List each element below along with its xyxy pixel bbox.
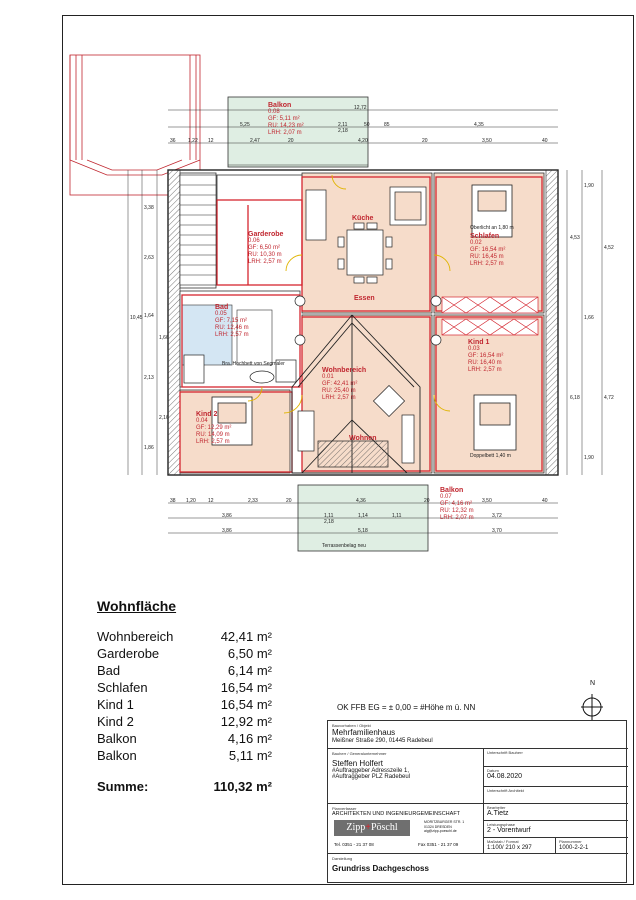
dim-label: 12,72 xyxy=(354,105,367,111)
room-label-kind1 xyxy=(468,339,503,374)
room-label-schlafen xyxy=(470,233,505,268)
tb-label: Bearbeiter xyxy=(487,805,506,810)
area-value: 4,16 m² xyxy=(227,731,272,746)
area-value: 5,11 m² xyxy=(228,748,272,763)
room-ru: RU: 16,45 m xyxy=(470,254,504,260)
area-row xyxy=(97,662,272,679)
tb-planner xyxy=(328,804,484,854)
area-value: 6,14 m² xyxy=(227,663,272,678)
dim-label: 38 xyxy=(170,498,176,504)
dim-label: 3,50 xyxy=(482,498,492,504)
area-table-title: Wohnfläche xyxy=(97,598,177,614)
dim-note: Terrassenbelag neu xyxy=(322,543,366,549)
room-number: 0.07 xyxy=(440,494,452,500)
area-sum-value: 110,32 m² xyxy=(213,779,272,794)
logo-text: Pöschl xyxy=(370,822,398,833)
room-lrh: LRH: 2,07 m xyxy=(440,515,474,521)
room-label-balkon-bottom xyxy=(440,487,474,522)
tb-value: Grundriss Dachgeschoss xyxy=(332,864,429,873)
tb-value: 2 - Vorentwurf xyxy=(487,827,531,834)
dim-label: 2,11 xyxy=(338,122,348,128)
stair xyxy=(180,175,216,285)
dim-label: 1,20 xyxy=(186,498,196,504)
tb-value: A.Tietz xyxy=(487,810,509,817)
dim-label: 4,53 xyxy=(570,235,580,241)
dim-label: 1,90 xyxy=(584,455,594,461)
room-label-kind2 xyxy=(196,411,231,446)
area-value: 16,54 m² xyxy=(220,680,272,695)
room-gf: GF: 16,54 m² xyxy=(468,353,504,359)
area-label: Schlafen xyxy=(97,680,148,695)
tb-value: 04.08.2020 xyxy=(487,773,523,780)
room-name: Schlafen xyxy=(470,233,500,240)
dim-label: 1,11 xyxy=(324,513,334,519)
tb-label: Unterschrift Architekt xyxy=(487,788,524,793)
room-ru: RU: 14,09 m xyxy=(196,432,230,438)
room-ru: RU: 25,40 m xyxy=(322,388,356,394)
tb-value: #Auftraggeber PLZ Radebeul xyxy=(332,774,411,780)
dim-label: 20 xyxy=(288,138,294,144)
tb-fax: Fax 0351 - 21 37 09 xyxy=(418,842,459,847)
dim-label: 2,18 xyxy=(324,519,334,525)
room-ru: RU: 10,30 m xyxy=(248,252,282,258)
dim-label: 20 xyxy=(286,498,292,504)
tb-sign-architect xyxy=(484,787,628,804)
area-row xyxy=(97,628,272,645)
area-row xyxy=(97,645,272,662)
company-logo: Zipp+Pöschl xyxy=(334,820,410,836)
dim-label: 10,45 xyxy=(130,315,143,321)
dim-label: 12 xyxy=(208,138,214,144)
dim-label: 12 xyxy=(208,498,214,504)
floor-plan xyxy=(62,15,634,560)
tb-value: MORITZBURGER STR. 1 xyxy=(424,820,465,824)
room-label-bad xyxy=(215,304,249,339)
dim-label: 4,20 xyxy=(358,138,368,144)
tb-phase xyxy=(484,821,628,838)
dim-label: 40 xyxy=(542,138,548,144)
tb-label: Planverfasser xyxy=(332,806,357,811)
room-name: Wohnbereich xyxy=(322,367,367,374)
dim-note: Doppelbett 1,40 m xyxy=(470,453,511,459)
room-ru: RU: 16,40 m xyxy=(468,360,502,366)
tb-phone: Tel. 0351 - 21 37 08 xyxy=(334,842,374,847)
room-label-essen xyxy=(354,295,375,302)
dim-label: 1,66 xyxy=(159,335,169,341)
tb-value: Steffen Holfert xyxy=(332,759,383,768)
tb-project xyxy=(328,721,628,749)
floor-level-note: OK FFB EG = ± 0,00 = #Höhe m ü. NN xyxy=(337,703,476,712)
tb-value: Mehrfamilienhaus xyxy=(332,728,396,737)
tb-value: 1:100/ 210 x 297 xyxy=(487,845,532,851)
dim-note: Bra. Hochbett von Segmaler xyxy=(222,361,285,367)
area-row xyxy=(97,730,272,747)
room-name: Kind 1 xyxy=(468,339,490,346)
tb-label: Bauherr / Generalunternehmer xyxy=(332,751,387,756)
room-ru: RU: 14,23 m² xyxy=(268,123,304,129)
room-lrh: LRH: 2,57 m xyxy=(468,367,502,373)
room-gf: GF: 4,16 m² xyxy=(440,501,473,507)
area-row xyxy=(97,679,272,696)
tb-label: Bauvorhaben / Objekt xyxy=(332,723,371,728)
floor-plan-graphic xyxy=(62,15,634,560)
dim-label: 3,50 xyxy=(482,138,492,144)
room-number: 0.05 xyxy=(215,311,227,317)
tb-date xyxy=(484,767,628,787)
area-value: 6,50 m² xyxy=(227,646,272,661)
room-name: Balkon xyxy=(440,487,464,494)
room-number: 0.03 xyxy=(468,346,480,352)
area-label: Balkon xyxy=(97,748,137,763)
room-label-kueche xyxy=(352,215,373,222)
dim-label: 20 xyxy=(424,498,430,504)
room-label-wohnbereich xyxy=(322,367,366,402)
area-label: Kind 2 xyxy=(97,714,134,729)
tb-value: ARCHITEKTEN UND INGENIEURGEMEINSCHAFT xyxy=(332,811,461,817)
room-label-garderobe xyxy=(248,231,283,266)
tb-scale xyxy=(484,838,556,854)
dim-note: Oberlicht an 1,80 m xyxy=(470,225,514,231)
dim-label: 2,13 xyxy=(144,375,154,381)
dim-label: 2,16 xyxy=(159,415,169,421)
dim-label: 1,64 xyxy=(144,313,154,319)
dim-label: 3,86 xyxy=(222,513,232,519)
north-arrow xyxy=(580,680,604,720)
room-lrh: LRH: 2,57 m xyxy=(470,261,504,267)
tb-value: aig@zipp-poeschl.de xyxy=(424,829,457,833)
room-gf: GF: 7,15 m² xyxy=(215,318,248,324)
room-lrh: LRH: 2,57 m xyxy=(215,332,249,338)
dim-label: 5,18 xyxy=(358,528,368,534)
tb-label: Darstellung xyxy=(332,856,353,861)
dim-label: 1,22 xyxy=(188,138,198,144)
tb-label: Leistungsphase xyxy=(487,822,516,827)
room-number: 0.06 xyxy=(248,238,260,244)
room-gf: GF: 5,11 m² xyxy=(268,116,300,122)
dim-label: 3,38 xyxy=(144,205,154,211)
area-label: Balkon xyxy=(97,731,137,746)
dim-label: 4,72 xyxy=(604,395,614,401)
room-name: Garderobe xyxy=(248,231,284,238)
area-value: 42,41 m² xyxy=(220,629,272,644)
room-lrh: LRH: 2,07 m xyxy=(268,130,302,136)
area-label: Garderobe xyxy=(97,646,160,661)
room-name: Kind 2 xyxy=(196,411,218,418)
tb-plan-number xyxy=(556,838,628,854)
room-number: 0.01 xyxy=(322,374,334,380)
room-number: 0.08 xyxy=(268,109,280,115)
room-number: 0.02 xyxy=(470,240,482,246)
room-number: 0.04 xyxy=(196,418,208,424)
title-block xyxy=(327,720,627,883)
room-label-wohnen xyxy=(349,435,376,442)
dim-label: 4,52 xyxy=(604,245,614,251)
dim-label: 4,36 xyxy=(356,498,366,504)
area-table xyxy=(97,628,272,764)
area-row xyxy=(97,713,272,730)
room-gf: GF: 12,29 m² xyxy=(196,425,232,431)
tb-value: 1000-2-2-1 xyxy=(559,845,589,851)
dim-label: 5,25 xyxy=(240,122,250,128)
compass-icon xyxy=(580,690,604,720)
dim-label: 36 xyxy=(170,138,176,144)
room-gf: GF: 16,54 m² xyxy=(470,247,506,253)
dim-label: 3,86 xyxy=(222,528,232,534)
dim-label: 20 xyxy=(422,138,428,144)
area-row xyxy=(97,696,272,713)
dim-label: 2,18 xyxy=(338,128,348,134)
tb-label: Unterschrift Bauherr xyxy=(487,750,523,755)
dim-label: 1,90 xyxy=(584,183,594,189)
dim-label: 4,35 xyxy=(474,122,484,128)
room-label-balkon-top xyxy=(268,102,304,137)
area-value: 12,92 m² xyxy=(220,714,272,729)
area-sum xyxy=(97,779,272,794)
area-value: 16,54 m² xyxy=(220,697,272,712)
logo-text: Zipp xyxy=(346,822,366,833)
dim-label: 1,14 xyxy=(358,513,368,519)
tb-value: Meißner Straße 290, 01445 Radebeul xyxy=(332,738,433,744)
tb-client xyxy=(328,749,484,804)
room-lrh: LRH: 2,57 m xyxy=(248,259,282,265)
tb-value: 01324 DRESDEN xyxy=(424,824,452,829)
dim-label: 2,63 xyxy=(144,255,154,261)
dim-label: 50 xyxy=(364,122,370,128)
room-name: Balkon xyxy=(268,102,292,109)
dim-label: 3,70 xyxy=(492,528,502,534)
tb-drawing-title xyxy=(328,854,628,884)
dim-label: 2,33 xyxy=(248,498,258,504)
north-label: N xyxy=(590,680,596,687)
room-gf: GF: 42,41 m² xyxy=(322,381,358,387)
room-lrh: LRH: 2,57 m xyxy=(196,439,230,445)
dim-label: 6,18 xyxy=(570,395,580,401)
room-name: Essen xyxy=(354,295,375,302)
company-address xyxy=(424,820,464,834)
dim-label: 2,47 xyxy=(250,138,260,144)
dim-label: 40 xyxy=(542,498,548,504)
area-row xyxy=(97,747,272,764)
tb-sign-client xyxy=(484,749,628,767)
area-sum-label: Summe: xyxy=(97,779,149,794)
room-gf: GF: 6,50 m² xyxy=(248,245,281,251)
dim-label: 1,11 xyxy=(392,513,402,519)
area-label: Wohnbereich xyxy=(97,629,174,644)
tb-label: Datum xyxy=(487,768,499,773)
dim-label: 3,72 xyxy=(492,513,502,519)
room-ru: RU: 12,46 m xyxy=(215,325,249,331)
area-label: Bad xyxy=(97,663,121,678)
room-ru: RU: 12,32 m xyxy=(440,508,474,514)
tb-label: Maßstab / Format xyxy=(487,839,519,844)
tb-label: Plannummer xyxy=(559,839,582,844)
tb-editor xyxy=(484,804,628,821)
room-name: Küche xyxy=(352,215,374,222)
dim-label: 1,66 xyxy=(584,315,594,321)
area-label: Kind 1 xyxy=(97,697,134,712)
dim-label: 1,86 xyxy=(144,445,154,451)
dim-label: 85 xyxy=(384,122,390,128)
room-lrh: LRH: 2,57 m xyxy=(322,395,356,401)
room-name: Bad xyxy=(215,304,229,311)
room-name: Wohnen xyxy=(349,435,377,442)
tb-value: #Auftraggeber Adresszeile 1, xyxy=(332,768,410,774)
